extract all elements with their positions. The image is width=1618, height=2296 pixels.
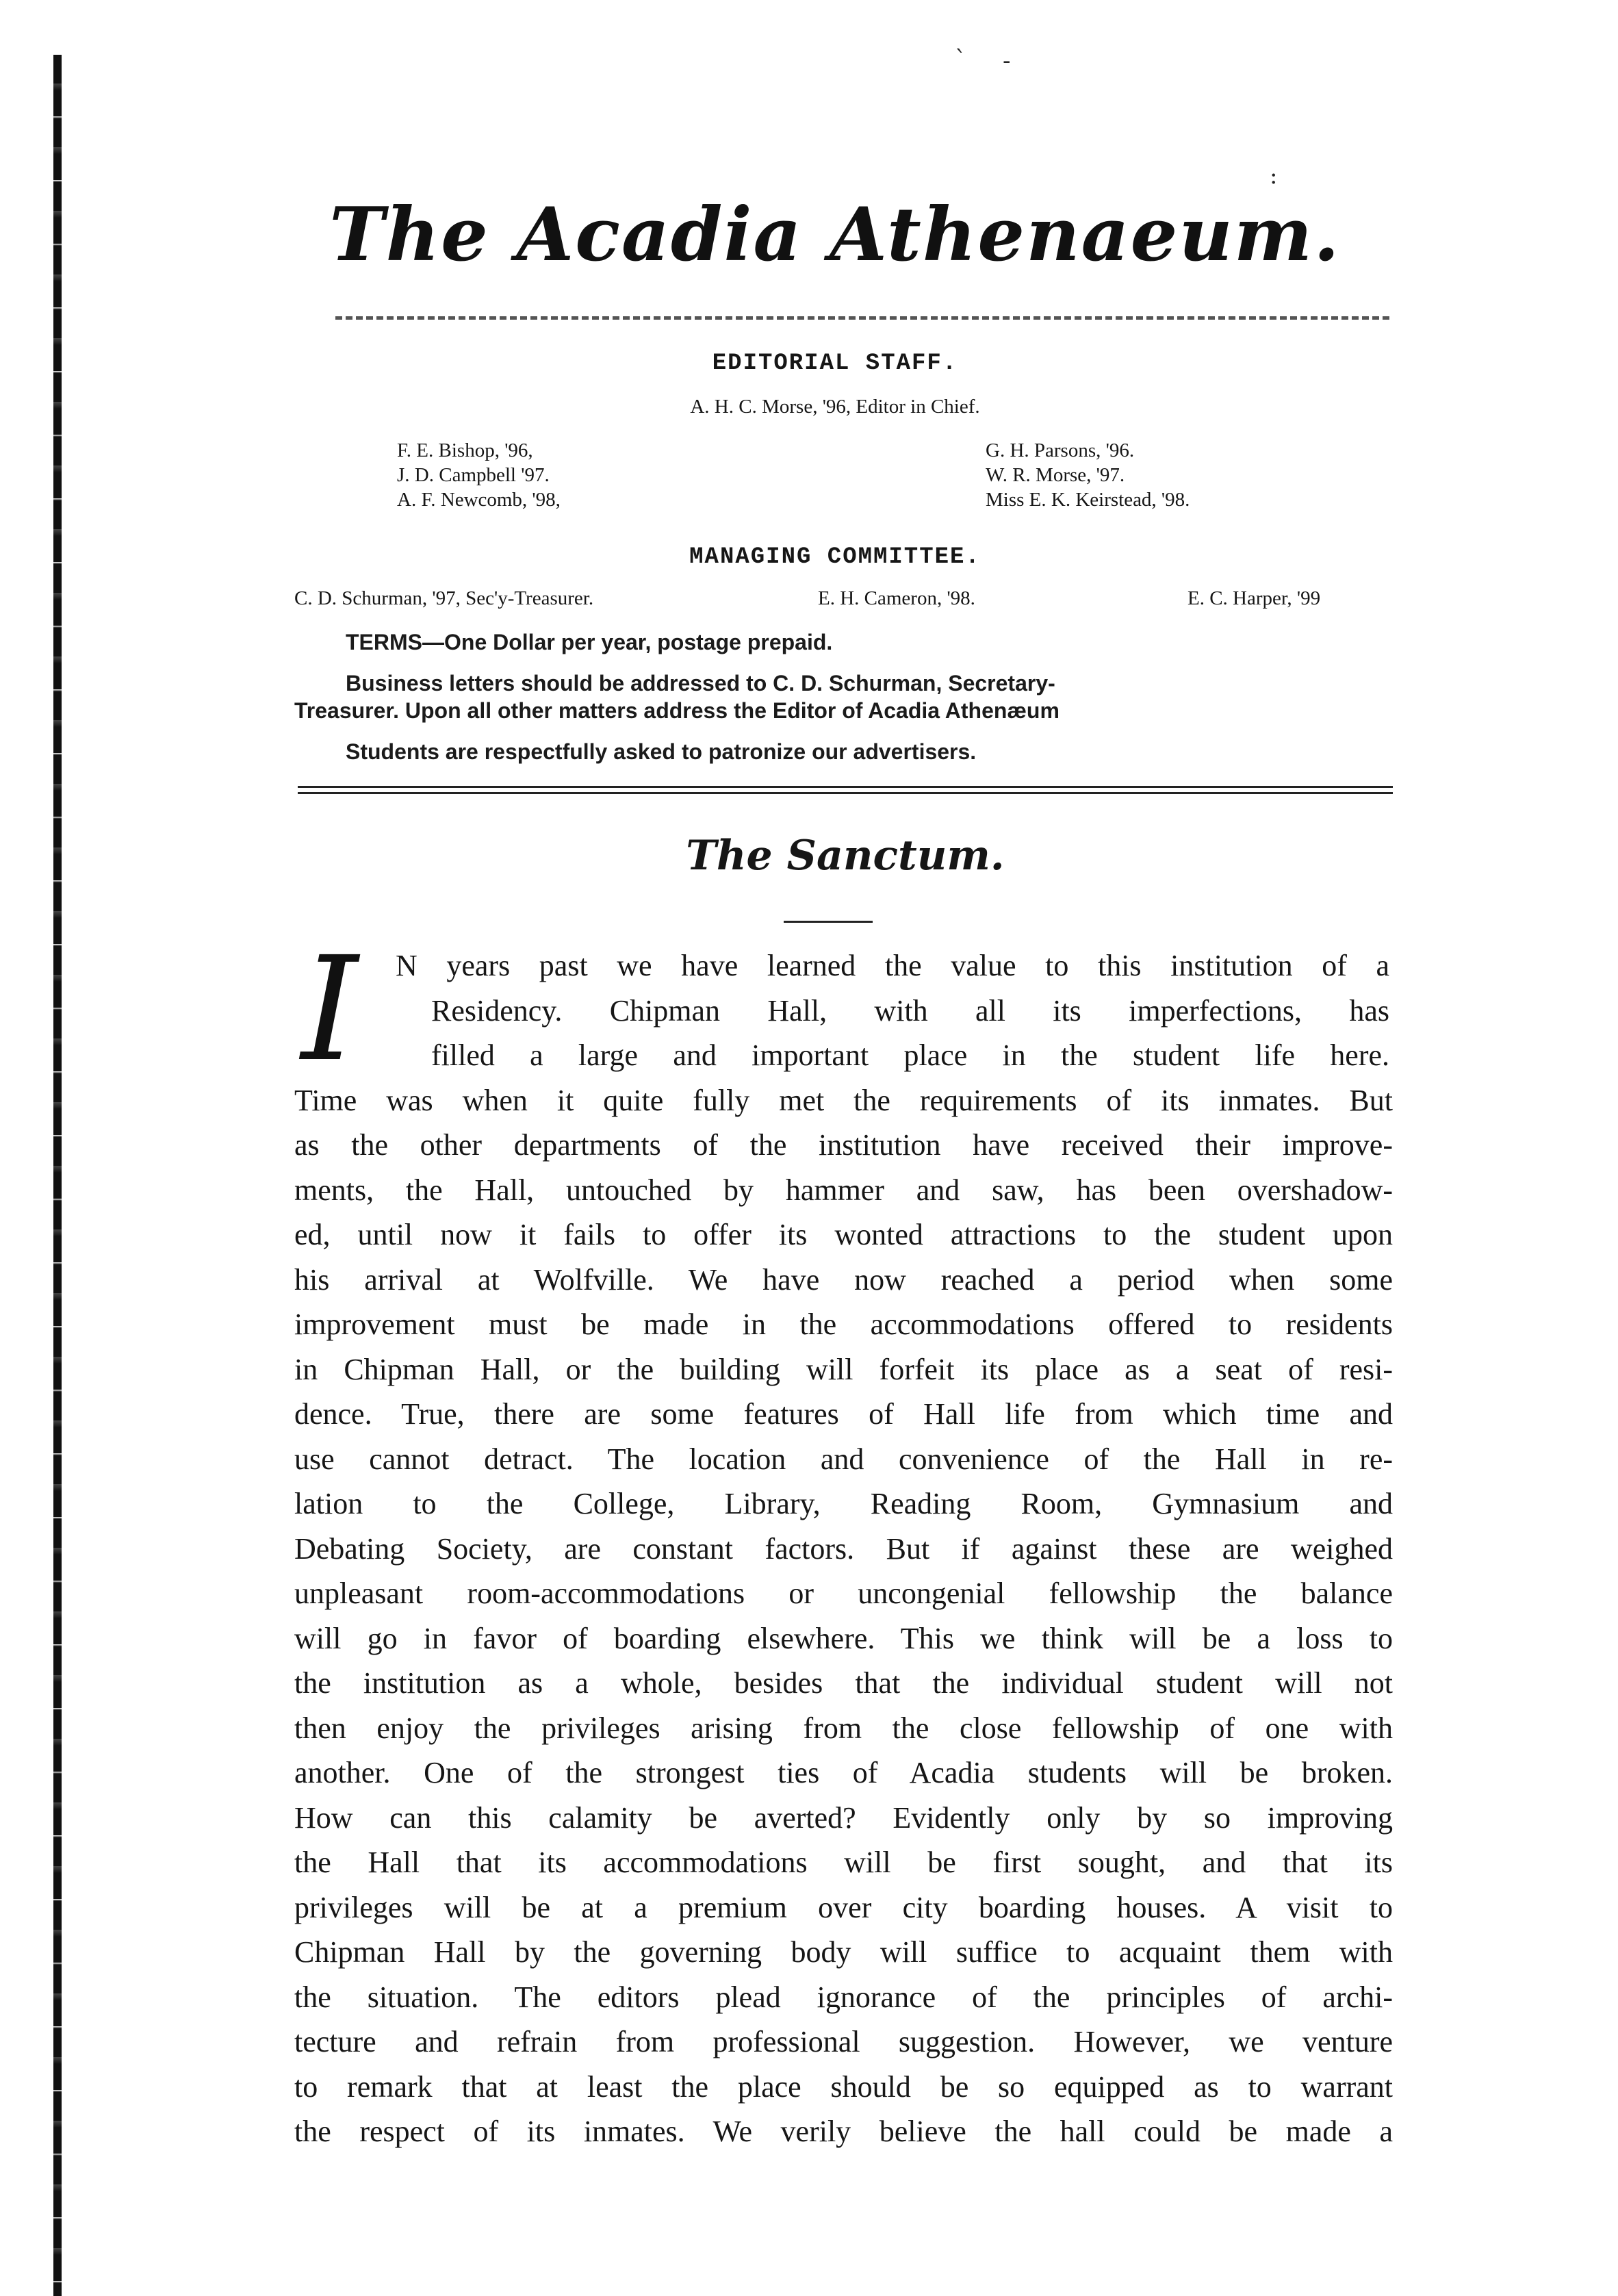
staff-member: W. R. Morse, '97.	[986, 464, 1125, 486]
staff-member: A. F. Newcomb, '98,	[397, 489, 561, 511]
body-line: another. One of the strongest ties of Acadia students will be broken.	[294, 1756, 1393, 1789]
terms-notice: TERMS—One Dollar per year, postage prepaid.	[346, 630, 833, 654]
body-line: Residency. Chipman Hall, with all its imperfections, has	[431, 993, 1389, 1028]
body-line: use cannot detract. The location and convenience of the Hall in re-	[294, 1442, 1393, 1476]
body-line: dence. True, there are some features of Hall life from which time and	[294, 1397, 1393, 1431]
body-line: filled a large and important place in the student life here.	[431, 1038, 1389, 1072]
editor-in-chief: A. H. C. Morse, '96, Editor in Chief.	[690, 396, 980, 418]
page-speck: `	[955, 46, 966, 73]
title-underline	[784, 921, 873, 923]
body-line: lation to the College, Library, Reading Room, Gymnasium and	[294, 1487, 1393, 1520]
staff-member: Miss E. K. Keirstead, '98.	[986, 489, 1190, 511]
business-notice-line: Business letters should be addressed to C. D. Schurman, Secretary-	[346, 671, 1055, 696]
masthead-title: The Acadia Athenaeum.	[329, 192, 1341, 278]
page-speck: -	[1003, 47, 1011, 75]
masthead-rule	[335, 316, 1389, 320]
body-line: Chipman Hall by the governing body will suffice to acquaint them with	[294, 1935, 1393, 1969]
section-title: The Sanctum.	[686, 832, 1005, 880]
body-line: ments, the Hall, untouched by hammer and saw, has been overshadow-	[294, 1173, 1393, 1207]
advertisers-notice: Students are respectfully asked to patronize our advertisers.	[346, 739, 977, 764]
body-line: the Hall that its accommodations will be first sought, and that its	[294, 1846, 1393, 1879]
managing-committee-heading: MANAGING COMMITTEE.	[689, 544, 981, 570]
staff-member: F. E. Bishop, '96,	[397, 439, 533, 461]
body-line: the institution as a whole, besides that the individual student will not	[294, 1666, 1393, 1700]
body-line: Time was when it quite fully met the requirements of its inmates. But	[294, 1083, 1393, 1117]
staff-member: G. H. Parsons, '96.	[986, 439, 1135, 461]
body-line: then enjoy the privileges arising from the close fellowship of one with	[294, 1711, 1393, 1745]
section-divider	[298, 786, 1393, 794]
staff-right-column	[986, 438, 1190, 512]
committee-member: E. C. Harper, '99	[1187, 587, 1321, 609]
body-line: the respect of its inmates. We verily believe the hall could be made a	[294, 2115, 1393, 2148]
editorial-staff-heading: EDITORIAL STAFF.	[712, 350, 958, 377]
body-line: privileges will be at a premium over city boarding houses. A visit to	[294, 1890, 1393, 1924]
body-line: his arrival at Wolfville. We have now reached a period when some	[294, 1262, 1393, 1297]
staff-left-column	[397, 438, 561, 512]
staff-member: J. D. Campbell '97.	[397, 464, 550, 486]
body-line: ed, until now it fails to offer its wonted attractions to the student upon	[294, 1218, 1393, 1251]
body-line: in Chipman Hall, or the building will forfeit its place as a seat of resi-	[294, 1352, 1393, 1386]
body-line: Debating Society, are constant factors. But if against these are weighed	[294, 1531, 1393, 1566]
business-notice-line: Treasurer. Upon all other matters address the Editor of Acadia Athenæum	[294, 698, 1060, 723]
page-speck: :	[1270, 162, 1278, 190]
body-line: will go in favor of boarding elsewhere. This we think will be a loss to	[294, 1621, 1393, 1655]
dropcap-letter: I	[301, 926, 358, 1093]
committee-member: C. D. Schurman, '97, Sec'y-Treasurer.	[294, 587, 594, 609]
body-line: to remark that at least the place should be so equipped as to warrant	[294, 2069, 1393, 2104]
body-line: How can this calamity be averted? Evidently only by so improving	[294, 1800, 1393, 1835]
body-line: tecture and refrain from professional suggestion. However, we venture	[294, 2025, 1393, 2058]
body-line: unpleasant room-accommodations or uncongenial fellowship the balance	[294, 1577, 1393, 1610]
body-line: improvement must be made in the accommodations offered to residents	[294, 1308, 1393, 1341]
body-line: the situation. The editors plead ignorance of the principles of archi-	[294, 1980, 1393, 2014]
binding-edge	[53, 55, 62, 2296]
body-line: N years past we have learned the value to this institution of a	[396, 949, 1389, 982]
committee-member: E. H. Cameron, '98.	[818, 587, 975, 609]
body-line: as the other departments of the institution have received their improve-	[294, 1128, 1393, 1162]
